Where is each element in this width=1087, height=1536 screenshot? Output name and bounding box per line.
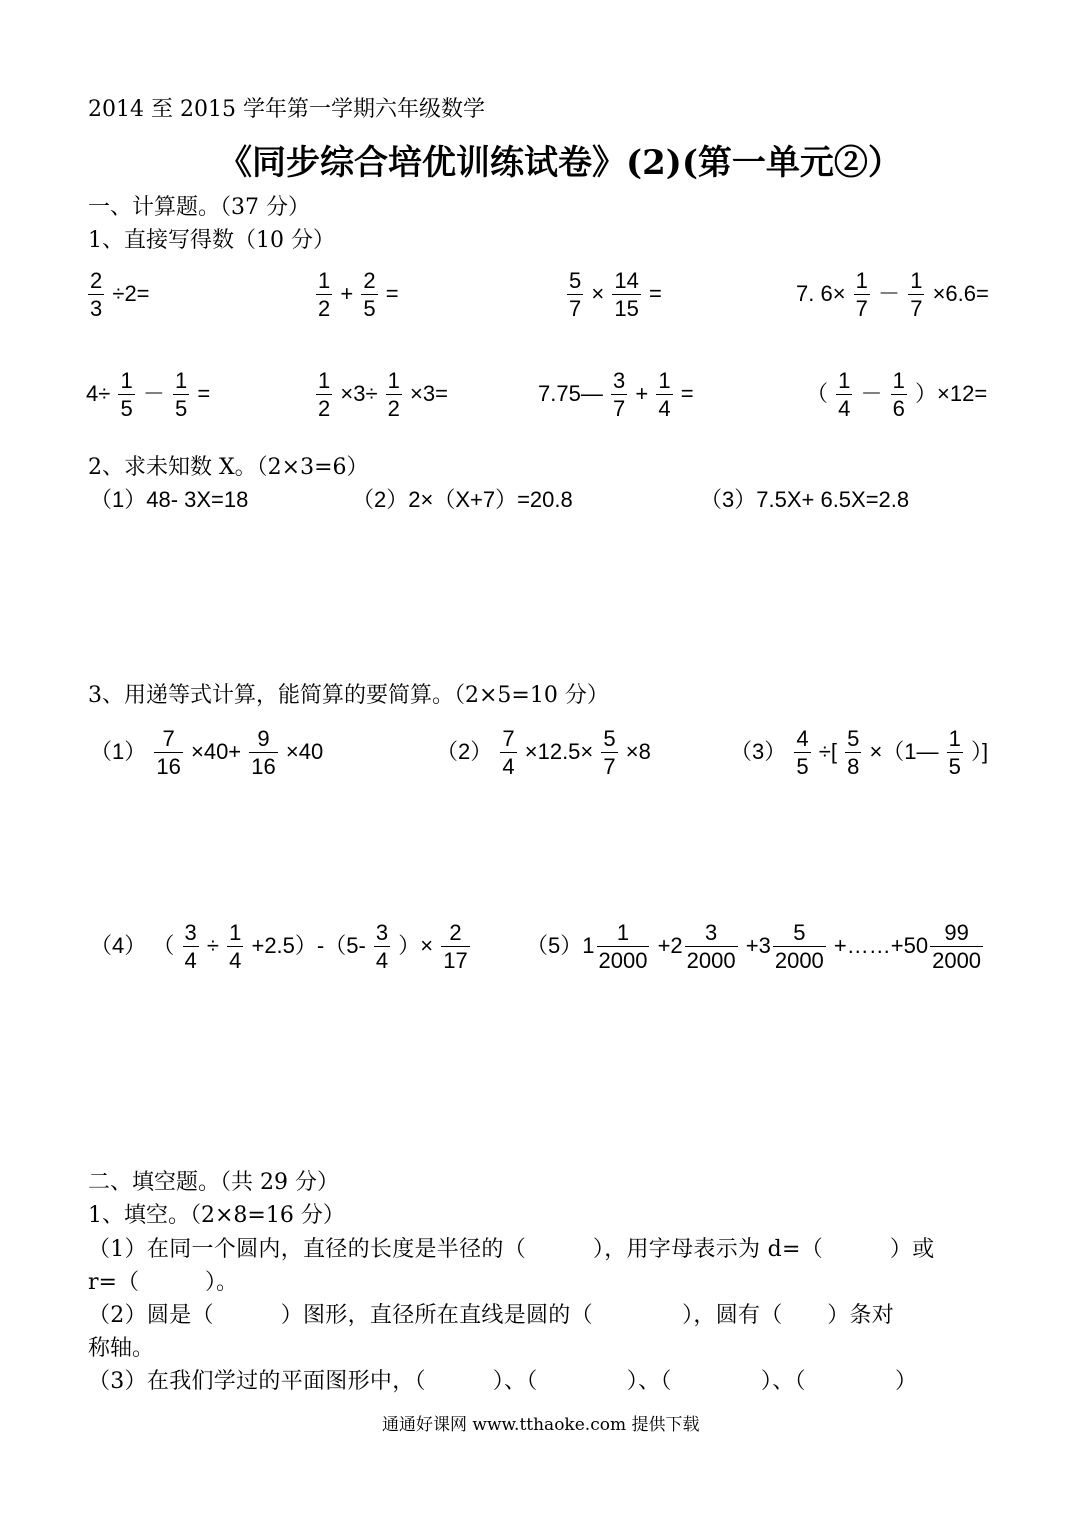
page-title: 《同步综合培优训练试卷》(2)(第一单元②） [218,143,902,183]
equation-3: （3）7.5X+ 6.5X=2.8 [700,487,910,512]
q1-heading: 1、直接写得数（10 分） [88,228,335,253]
fill-line-3: （2）圆是（ ）图形，直径所在直线是圆的（ ），圆有（ ）条对 [88,1303,895,1328]
compute-1: （1） $\frac{7}{16}$ ×40+ $\frac{9}{16}$ ×40 [90,726,324,779]
equation-1: （1）48- 3X=18 [90,487,249,512]
section2-heading: 二、填空题。（共 29 分） [88,1170,339,1195]
calc-r2-a: 4÷ $\frac{1}{5}$ － $\frac{1}{5}$ = [86,368,211,421]
compute-5: （5）1 $\frac{1}{2000}$ +2 $\frac{3}{2000}$ +3 $\frac{5}{2000}$ +……+50 $\frac{99}{2000}$ [526,920,982,973]
exam-header-line: 2014 至 2015 学年第一学期六年级数学 [88,97,485,122]
calc-r1-a: $\frac{2}{3}$ ÷2= [90,268,150,321]
calc-r2-b: $\frac{1}{2}$ ×3÷ $\frac{1}{2}$ ×3= [318,368,448,421]
q3-heading: 3、用递等式计算，能简算的要简算。（2×5=10 分） [88,683,609,708]
section1-heading: 一、计算题。（37 分） [88,195,310,220]
fill-line-5: （3）在我们学过的平面图形中，（ ）、（ ）、（ ）、（ ） [88,1369,918,1394]
equation-2: （2）2×（X+7）=20.8 [352,487,573,512]
q2-heading: 2、求未知数 X。（2×3=6） [88,455,369,480]
calc-r2-d: （ $\frac{1}{4}$ － $\frac{1}{6}$ ）×12= [806,368,988,421]
fill-line-2: r=（ ）。 [88,1270,238,1295]
calc-r2-c: 7.75— $\frac{3}{7}$ + $\frac{1}{4}$ = [538,368,694,421]
fill-q1-heading: 1、填空。（2×8=16 分） [88,1203,345,1228]
compute-4: （4） （ $\frac{3}{4}$ ÷ $\frac{1}{4}$ +2.5）-（5- $\frac{3}{4}$ ）× $\frac{2}{17}$ [90,920,468,973]
compute-3: （3） $\frac{4}{5}$ ÷[ $\frac{5}{8}$ ×（1— $\frac{1}{5}$ ）] [730,726,989,779]
calc-r1-d: 7. 6× $\frac{1}{7}$ － $\frac{1}{7}$ ×6.6= [796,268,989,321]
fill-line-4: 称轴。 [88,1336,155,1361]
page-footer: 通通好课网 www.tthaoke.com 提供下载 [382,1415,700,1435]
compute-2: （2） $\frac{7}{4}$ ×12.5× $\frac{5}{7}$ ×8 [436,726,651,779]
calc-r1-b: $\frac{1}{2}$ + $\frac{2}{5}$ = [318,268,399,321]
fill-line-1: （1）在同一个圆内，直径的长度是半径的（ ），用字母表示为 d=（ ）或 [88,1237,935,1262]
calc-r1-c: $\frac{5}{7}$ × $\frac{14}{15}$ = [569,268,662,321]
